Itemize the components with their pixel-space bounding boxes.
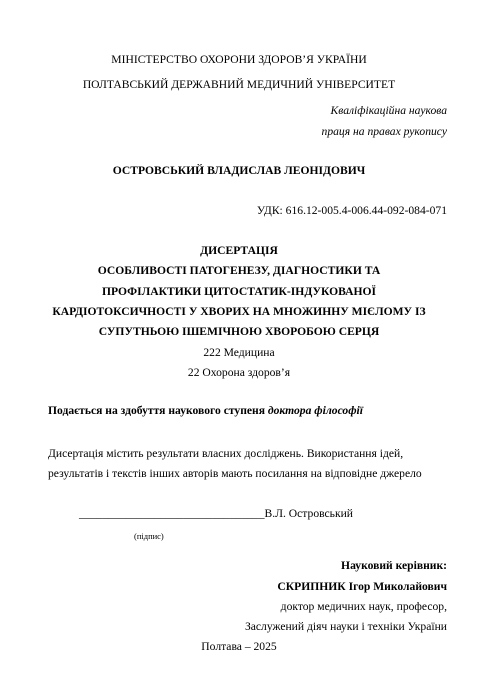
dissertation-title-line-2: ПРОФІЛАКТИКИ ЦИТОСТАТИК-ІНДУКОВАНОЇ (101, 285, 377, 298)
specialty-code: 222 Медицина (203, 346, 275, 359)
dissertation-title-line-3: КАРДІОТОКСИЧНОСТІ У ХВОРИХ НА МНОЖИННУ МІЄЛОМУ ІЗ (52, 305, 426, 318)
field-code: 22 Охорона здоров’я (187, 366, 291, 379)
place-year: Полтава – 2025 (201, 640, 277, 653)
qualification-work-label: Кваліфікаційна наукова (330, 104, 447, 117)
degree-statement (48, 404, 363, 418)
degree-prefix: Подається на здобуття наукового ступеня (48, 404, 268, 417)
originality-statement-line-2: результатів і текстів інших авторів мають посилання на відповідне джерело (48, 467, 422, 480)
supervisor-heading: Науковий керівник: (341, 559, 447, 572)
supervisor-degree: доктор медичних наук, професор, (280, 600, 447, 613)
supervisor-title: Заслужений діяч науки і техніки України (244, 620, 447, 633)
degree-name: доктора філософії (267, 404, 363, 417)
dissertation-title-line-4: СУПУТНЬОЮ ІШЕМІЧНОЮ ХВОРОБОЮ СЕРЦЯ (98, 325, 380, 338)
dissertation-label: ДИСЕРТАЦІЯ (200, 244, 278, 257)
udc-code: УДК: 616.12-005.4-006.44-092-084-071 (256, 204, 447, 217)
author-name: ОСТРОВСЬКИЙ ВЛАДИСЛАВ ЛЕОНІДОВИЧ (112, 164, 366, 177)
university-name: ПОЛТАВСЬКИЙ ДЕРЖАВНИЙ МЕДИЧНИЙ УНІВЕРСИТЕТ (82, 78, 396, 91)
signature-line: ________________________________В.Л. Островський (79, 507, 353, 520)
manuscript-rights-label: праця на правах рукопису (321, 125, 447, 138)
dissertation-title-line-1: ОСОБЛИВОСТІ ПАТОГЕНЕЗУ, ДІАГНОСТИКИ ТА (97, 264, 381, 277)
supervisor-name: СКРИПНИК Ігор Миколайович (277, 580, 447, 593)
ministry-name: МІНІСТЕРСТВО ОХОРОНИ ЗДОРОВ’Я УКРАЇНИ (111, 53, 367, 66)
originality-statement-line-1: Дисертація містить результати власних досліджень. Використання ідей, (48, 447, 404, 460)
signature-caption: (підпис) (134, 531, 164, 541)
